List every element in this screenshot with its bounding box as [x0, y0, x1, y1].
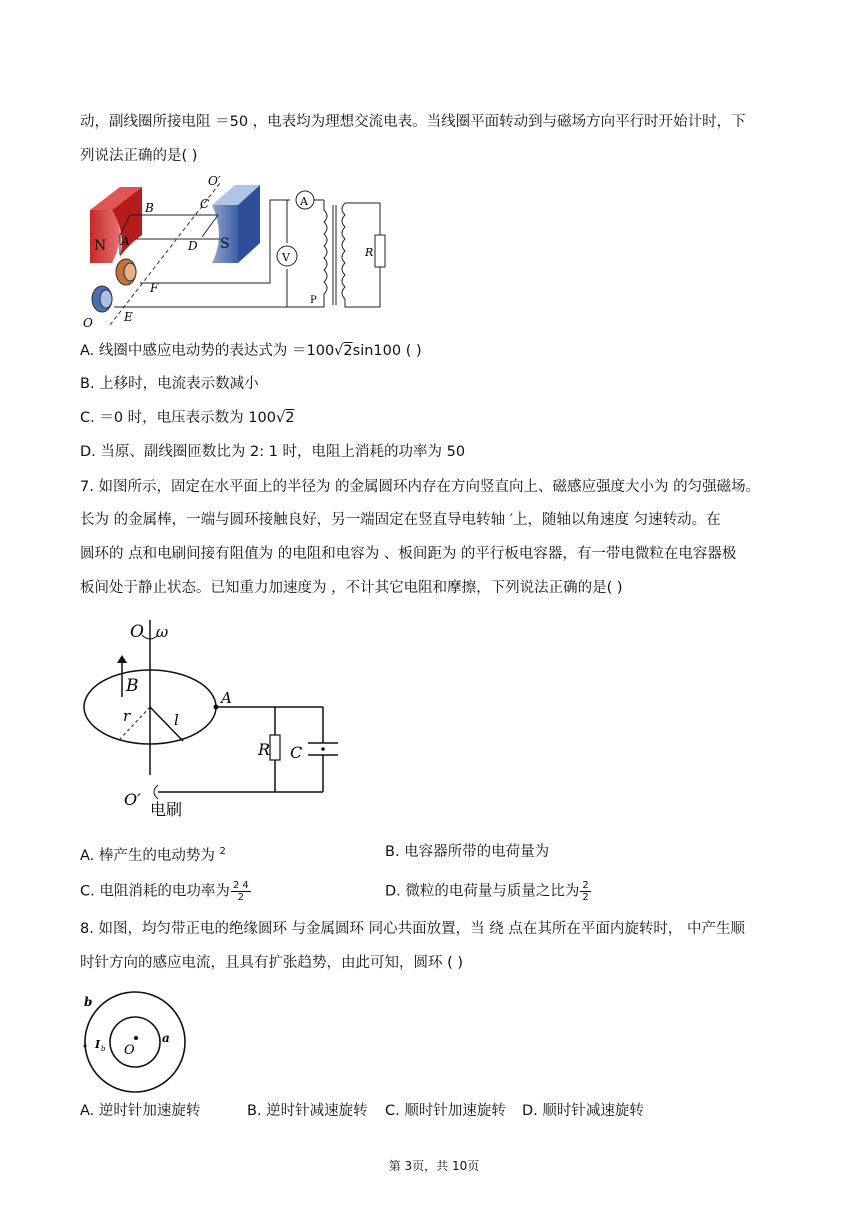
q8-option-a: A. 逆时针加速旋转 — [80, 1103, 201, 1119]
resistor-r — [375, 235, 385, 267]
q7-option-b: B. 电容器所带的电荷量为 — [385, 844, 550, 860]
q7-option-a — [80, 842, 226, 866]
b-label: B — [126, 676, 139, 696]
r-label: R — [365, 246, 374, 259]
p-label: P — [310, 295, 317, 306]
b-field-arrow — [117, 655, 127, 663]
q8-stem-line-2: 时针方向的感应电流，且具有扩张趋势，由此可知，圆环 ( ) — [80, 955, 464, 971]
l-label: l — [174, 711, 179, 729]
q6-stem-line-2: 列说法正确的是( ) — [80, 148, 198, 164]
o-prime-label: O′ — [208, 175, 221, 188]
center-point — [134, 1036, 138, 1040]
external-circuit — [158, 707, 338, 792]
q7-option-c-den: 2 — [231, 891, 251, 903]
q6-option-c-text: C. ＝0 时，电压表示数为 100 — [80, 410, 276, 426]
c-label: C — [200, 197, 210, 211]
omega-label: ω — [156, 623, 169, 641]
q8-option-c: C. 顺时针加速旋转 — [385, 1103, 506, 1119]
n-magnet — [90, 187, 142, 263]
q6-generator-figure — [80, 175, 400, 330]
o-label: O — [124, 1043, 135, 1058]
f-label: F — [150, 281, 159, 295]
a-label: A — [221, 689, 232, 707]
b-label: b — [84, 995, 93, 1009]
q7-option-c-text: C. 电阻消耗的电功率为 — [80, 883, 230, 900]
q8-stem-line-1: 8. 如图，均匀带正电的绝缘圆环 与金属圆环 同心共面放置，当 绕 点在其所在平面内旋转时， 中产生顺 — [80, 921, 745, 937]
q6-option-a-sqrt: 2 — [343, 343, 353, 359]
big-r-label: R — [258, 740, 271, 759]
s-magnet — [212, 185, 260, 263]
a-label: A — [121, 234, 130, 248]
slip-ring-e — [92, 286, 112, 312]
slip-ring-f — [116, 259, 136, 285]
resistor-r — [270, 735, 280, 760]
q6-option-b: B. 上移时，电流表示数减小 — [80, 376, 259, 392]
q7-option-d-den: 2 — [582, 892, 589, 903]
q6-option-c-sqrt: 2 — [285, 410, 295, 426]
q6-option-a-tail: sin100 ( ) — [352, 343, 422, 359]
q7-option-d-num: 2 — [582, 880, 589, 891]
q7-stem-line-4: 板间处于静止状态。已知重力加速度为 ，不计其它电阻和摩擦，下列说法正确的是( ) — [80, 580, 623, 596]
charged-particle — [321, 747, 325, 751]
secondary-coil — [342, 203, 345, 299]
b-label: B — [145, 201, 154, 215]
q7-stem-line-2: 长为 的金属棒，一端与圆环接触良好，另一端固定在竖直导电转轴 ′上，随轴以角速度 匀速转动。在 — [80, 512, 721, 528]
q7-option-d-text: D. 微粒的电荷量与质量之比为 — [385, 883, 580, 900]
q8-option-d: D. 顺时针减速旋转 — [522, 1103, 644, 1119]
q7-option-a-sup: 2 — [219, 846, 226, 857]
ring-a — [110, 1017, 160, 1067]
q6-option-a — [80, 341, 422, 361]
brush-label: 电刷 — [150, 800, 183, 819]
brush — [154, 785, 158, 799]
o-label: O — [130, 622, 144, 642]
o-label: O — [83, 316, 93, 330]
q6-option-c — [80, 408, 294, 428]
a-label: a — [162, 1031, 170, 1045]
q7-option-d — [385, 880, 591, 903]
i-sub-label: b — [101, 1045, 106, 1053]
q8-option-b: B. 逆时针减速旋转 — [247, 1103, 368, 1119]
o-prime-label: O′ — [124, 790, 141, 809]
q7-stem-line-3: 圆环的 点和电刷间接有阻值为 的电阻和电容为 、板间距为 的平行板电容器，有一带电微粒在电容器极 — [80, 546, 737, 562]
q7-option-c — [80, 880, 251, 903]
q7-rotating-rod-figure — [80, 615, 370, 825]
q6-option-d: D. 当原、副线圈匝数比为 2: 1 时，电阻上消耗的功率为 50 — [80, 444, 466, 460]
e-label: E — [124, 310, 133, 324]
q7-option-a-text: A. 棒产生的电动势为 — [80, 848, 220, 864]
ammeter-label: A — [300, 195, 308, 208]
c-label: C — [290, 743, 303, 762]
s-label: S — [220, 236, 230, 252]
q8-rings-figure — [80, 990, 200, 1095]
q6-stem-line-1: 动，副线圈所接电阻 ＝50 ，电表均为理想交流电表。当线圈平面转动到与磁场方向平行时开始计时，下 — [80, 114, 746, 130]
sqrt-sign: √ — [334, 343, 344, 359]
n-label: N — [94, 238, 107, 254]
page-footer: 第 3页，共 10页 — [388, 1159, 480, 1173]
r-label: r — [123, 707, 131, 725]
i-label: I — [95, 1038, 101, 1051]
q7-option-c-num: 2 4 — [232, 880, 249, 891]
d-label: D — [188, 239, 198, 253]
q6-option-a-text: A. 线圈中感应电动势的表达式为 ＝100 — [80, 343, 335, 359]
primary-coil — [312, 200, 327, 307]
sqrt-sign: √ — [275, 410, 286, 426]
voltmeter-label: V — [282, 251, 290, 264]
q7-stem-line-1: 7. 如图所示，固定在水平面上的半径为 的金属圆环内存在方向竖直向上、磁感应强度大小为 的匀强磁场。 — [80, 479, 761, 495]
